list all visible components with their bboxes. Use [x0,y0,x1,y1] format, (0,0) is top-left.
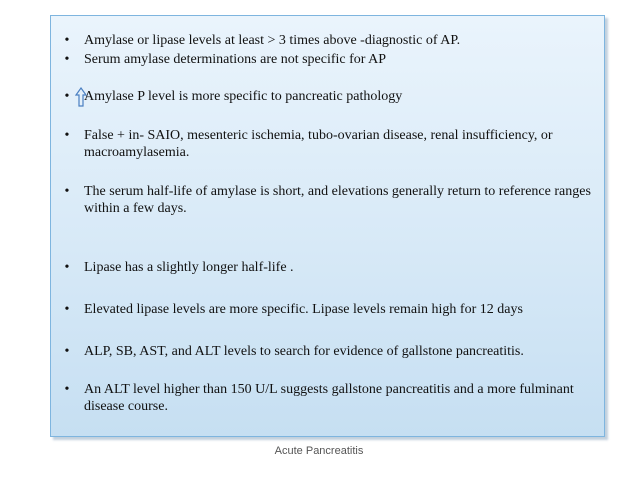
content-box [50,15,605,437]
bullet-text: False + in- SAIO, mesenteric ischemia, tubo-ovarian disease, renal insufficiency, or macroamylasemia. [84,128,553,160]
bullet-marker: • [64,302,70,317]
bullet-text: An ALT level higher than 150 U/L suggests gallstone pancreatitis and a more fulminant disease course. [84,382,574,414]
bullet-marker: • [64,184,70,199]
bullet-marker: • [64,52,70,67]
bullet-marker: • [64,260,70,275]
bullet-marker: • [64,344,70,359]
bullet-marker: • [64,382,70,397]
bullet-text: Serum amylase determinations are not specific for AP [84,52,387,67]
bullet-text: Amylase or lipase levels at least > 3 times above -diagnostic of AP. [84,33,461,48]
slide-footer: Acute Pancreatitis [274,445,364,457]
bullet-marker: • [64,128,70,143]
bullet-text: Amylase P level is more specific to pancreatic pathology [84,89,403,104]
bullet-marker: • [64,89,70,104]
bullet-text: ALP, SB, AST, and ALT levels to search for evidence of gallstone pancreatitis. [84,344,524,359]
bullet-text: The serum half-life of amylase is short, and elevations generally return to reference ranges within a few days. [84,184,591,216]
bullet-text: Lipase has a slightly longer half-life . [84,260,294,275]
bullet-text: Elevated lipase levels are more specific. Lipase levels remain high for 12 days [84,302,523,317]
bullet-marker: • [64,33,70,48]
